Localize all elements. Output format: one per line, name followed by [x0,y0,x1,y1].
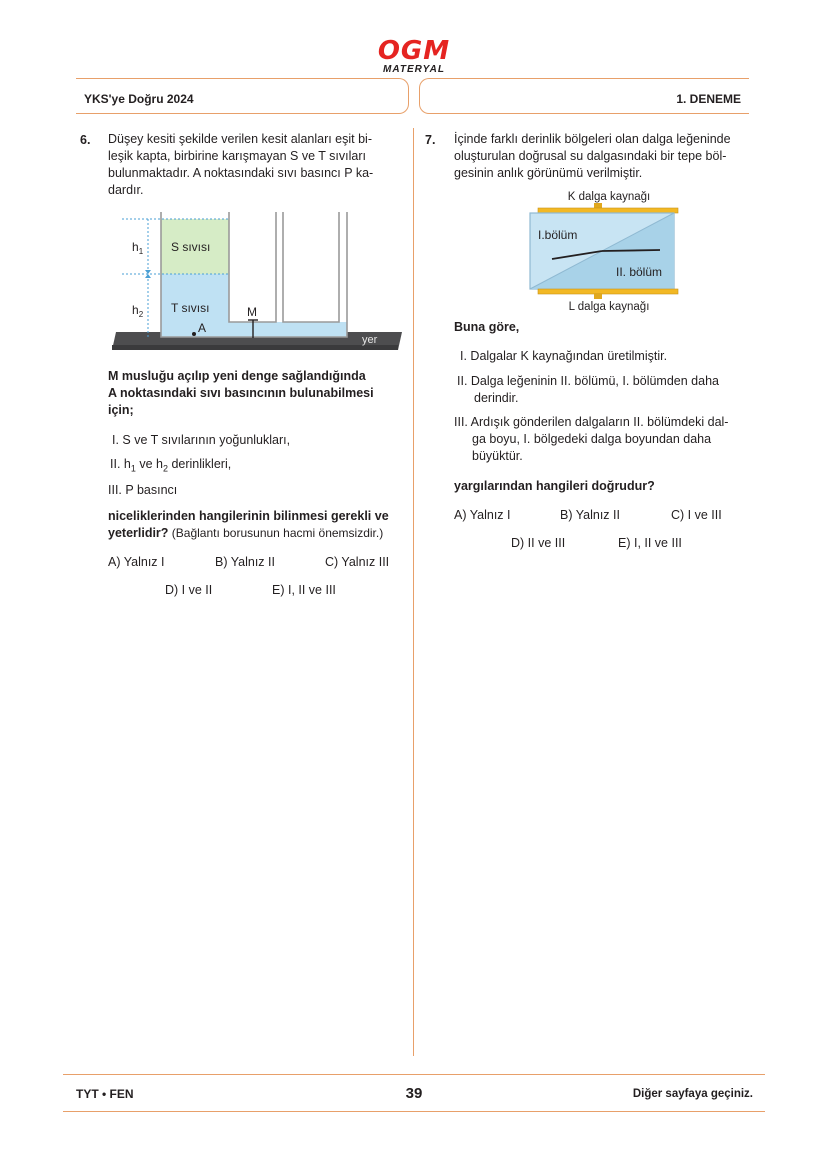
k-source-label: K dalga kaynağı [567,191,651,203]
right-tube-wall [283,212,339,322]
q6-question [108,368,404,419]
q6-option-a[interactable]: A) Yalnız I [108,555,165,569]
q6-closing-line: niceliklerinden hangilerinin bilinmesi gerekli ve [108,509,389,523]
q7-item-2 [457,373,749,407]
q6-option-d[interactable]: D) I ve II [165,583,213,597]
q7-wave-tank-figure [520,186,698,314]
q6-question-line: için; [108,403,134,417]
q7-option-c[interactable]: C) I ve III [671,508,722,522]
q7-item-3-line: ga boyu, I. bölgedeki dalga boyundan daha [472,432,712,446]
q7-option-d[interactable]: D) II ve III [511,536,566,550]
q6-stem [108,131,404,199]
q7-stem [454,131,749,182]
h2-label: $h_2$ [132,303,144,319]
part-1-label: I.bölüm [538,228,578,242]
footer-section-label: TYT • FEN [76,1087,134,1101]
q6-stem-line: dardır. [108,183,144,197]
q7-option-b[interactable]: B) Yalnız II [560,508,620,522]
k-wave-source-bar[interactable] [538,208,678,213]
exam-series-title: YKS'ye Doğru 2024 [84,92,194,106]
t-liquid-label: T sıvısı [171,301,210,315]
header-right-box [419,78,749,114]
q6-question-line: M musluğu açılıp yeni denge sağlandığında [108,369,366,383]
q7-number: 7. [425,133,436,147]
q7-item-3-line: III. Ardışık gönderilen dalgaların II. bölümdeki dal- [454,415,729,429]
q6-closing-line: yeterlidir? (Bağlantı borusunun hacmi önemsizdir.) [108,526,384,540]
q6-item-2: II. $h_1$ ve $h_2$ derinlikleri, [110,457,232,474]
q7-stem-line: gesinin anlık görünümü verilmiştir. [454,166,643,180]
h2-arrow-head [145,274,151,278]
logo-subtitle: MATERYAL [383,64,445,75]
publisher-logo [0,38,828,75]
q7-item-1: I. Dalgalar K kaynağından üretilmiştir. [460,349,668,363]
point-a-label: A [198,321,207,335]
l-source-connector [594,293,602,299]
q6-closing [108,508,404,542]
q7-item-2-line: derindir. [474,391,519,405]
q6-option-b[interactable]: B) Yalnız II [215,555,275,569]
l-wave-source-bar[interactable] [538,289,678,294]
column-divider [413,128,414,1056]
page-number: 39 [405,1085,423,1102]
q6-question-line: A noktasındaki sıvı basıncının bulunabilmesi [108,386,374,400]
q6-stem-line: Düşey kesiti şekilde verilen kesit alanları eşit bi- [108,132,372,146]
q7-item-2-line: II. Dalga leğeninin II. bölümü, I. bölümden daha [457,374,719,388]
q6-stem-line: bulunmaktadır. A noktasındaki sıvı basıncı P ka- [108,166,374,180]
q7-item-3 [454,414,749,465]
point-a-marker [192,332,196,336]
q6-connected-vessel-figure [108,204,404,354]
next-page-note: Diğer sayfaya geçiniz. [632,1088,753,1100]
footer-top-rule [63,1074,765,1075]
h1-arrow-head [145,270,151,274]
exam-number-title: 1. DENEME [676,92,741,106]
q6-option-c[interactable]: C) Yalnız III [325,555,390,569]
q6-option-e[interactable]: E) I, II ve III [272,583,336,597]
q7-stem-line: oluşturulan doğrusal su dalgasındaki bir tepe böl- [454,149,727,163]
logo-title: OGM [377,36,451,66]
q6-number: 6. [80,133,91,147]
connecting-pipe-liquid [229,322,347,337]
h1-label: $h_1$ [132,240,144,256]
q6-item-1: I. S ve T sıvılarının yoğunlukları, [112,433,291,447]
q7-item-3-line: büyüktür. [472,449,523,463]
s-liquid-label: S sıvısı [171,240,211,254]
valve-m-label: M [247,305,257,319]
l-source-label: L dalga kaynağı [568,301,650,313]
header-left-box [76,78,409,114]
q7-lead: Buna göre, [454,320,520,334]
wave-crest-part-2 [602,250,660,251]
q7-stem-line: İçinde farklı derinlik bölgeleri olan dalga leğeninde [454,132,731,146]
footer-bottom-rule [63,1111,765,1112]
ground-label: yer [362,334,378,346]
ground-edge [112,345,398,350]
q6-item-3: III. P basıncı [108,483,178,497]
part-2-label: II. bölüm [616,265,663,279]
q7-option-e[interactable]: E) I, II ve III [618,536,682,550]
q7-option-a[interactable]: A) Yalnız I [454,508,511,522]
q6-stem-line: leşik kapta, birbirine karışmayan S ve T sıvıları [108,149,366,163]
q7-question: yargılarından hangileri doğrudur? [454,479,655,493]
